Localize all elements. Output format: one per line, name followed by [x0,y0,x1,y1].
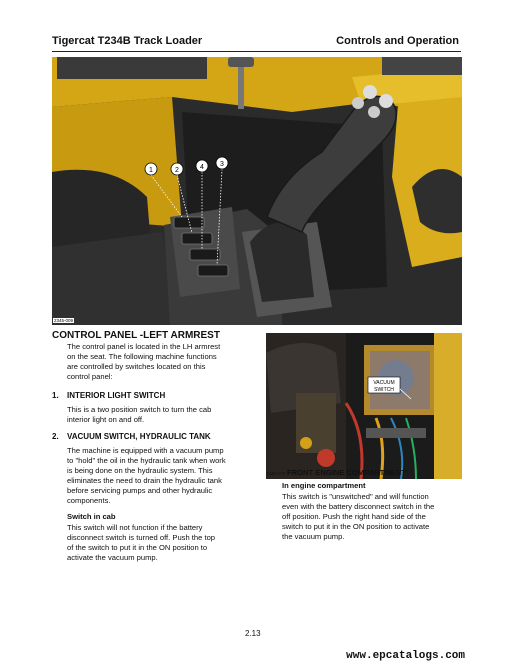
engine-figure-id: 2345-273 [266,471,286,476]
item-1-number: 1. [52,391,59,400]
intro-paragraph: The control panel is located in the LH armrest on the seat. The following machine functions are controlled by switches located on this control panel: [67,342,221,381]
item-2-title: VACUUM SWITCH, HYDRAULIC TANK [67,432,211,441]
callout-1: 1 [149,167,153,174]
switch-in-cab-text: This switch will not function if the battery disconnect switch is turned off. Push the top of the switch to put it in the ON position to activate the vacuum pump. [67,523,216,562]
item-2-text: The machine is equipped with a vacuum pump to "hold" the oil in the hydraulic tank when work is being done on the hydraulic system. This eliminates the need to drain the hydraulic tank before servicing pumps and other hydraulic components. [67,446,226,505]
engine-compartment-illustration [266,333,462,479]
item-1-title: INTERIOR LIGHT SWITCH [67,391,166,400]
figure-id-label: 2345-009 [54,318,74,323]
item-1-text: This is a two position switch to turn the cab interior light on and off. [67,405,212,424]
header-divider [52,51,461,52]
callout-4: 4 [200,164,204,171]
section-title: CONTROL PANEL -LEFT ARMREST [52,330,220,341]
engine-compartment-title: In engine compartment [282,481,366,490]
left-armrest-photo [52,57,462,325]
engine-compartment-text: This switch is "unswitched" and will function even with the battery disconnect switch in the off position. Push the right hand side of the switch to put it in the ON position to activate the vacuum pump. [282,492,435,541]
callout-3: 3 [220,161,224,168]
engine-photo-caption [266,468,462,477]
left-armrest-illustration [52,57,462,325]
section-header: Controls and Operation [336,35,459,47]
engine-caption-text: FRONT ENGINE COMPARTMENT [287,468,406,477]
footer-url: www.epcatalogs.com [346,650,465,662]
vacuum-switch-label-line2: SWITCH [374,387,394,393]
vacuum-switch-label-line1: VACUUM [373,380,395,386]
engine-compartment-photo [266,333,462,479]
page-number: 2.13 [245,629,261,638]
switch-in-cab-title: Switch in cab [67,512,116,521]
callout-2: 2 [175,167,179,174]
item-2-number: 2. [52,432,59,441]
document-title: Tigercat T234B Track Loader [52,35,203,47]
